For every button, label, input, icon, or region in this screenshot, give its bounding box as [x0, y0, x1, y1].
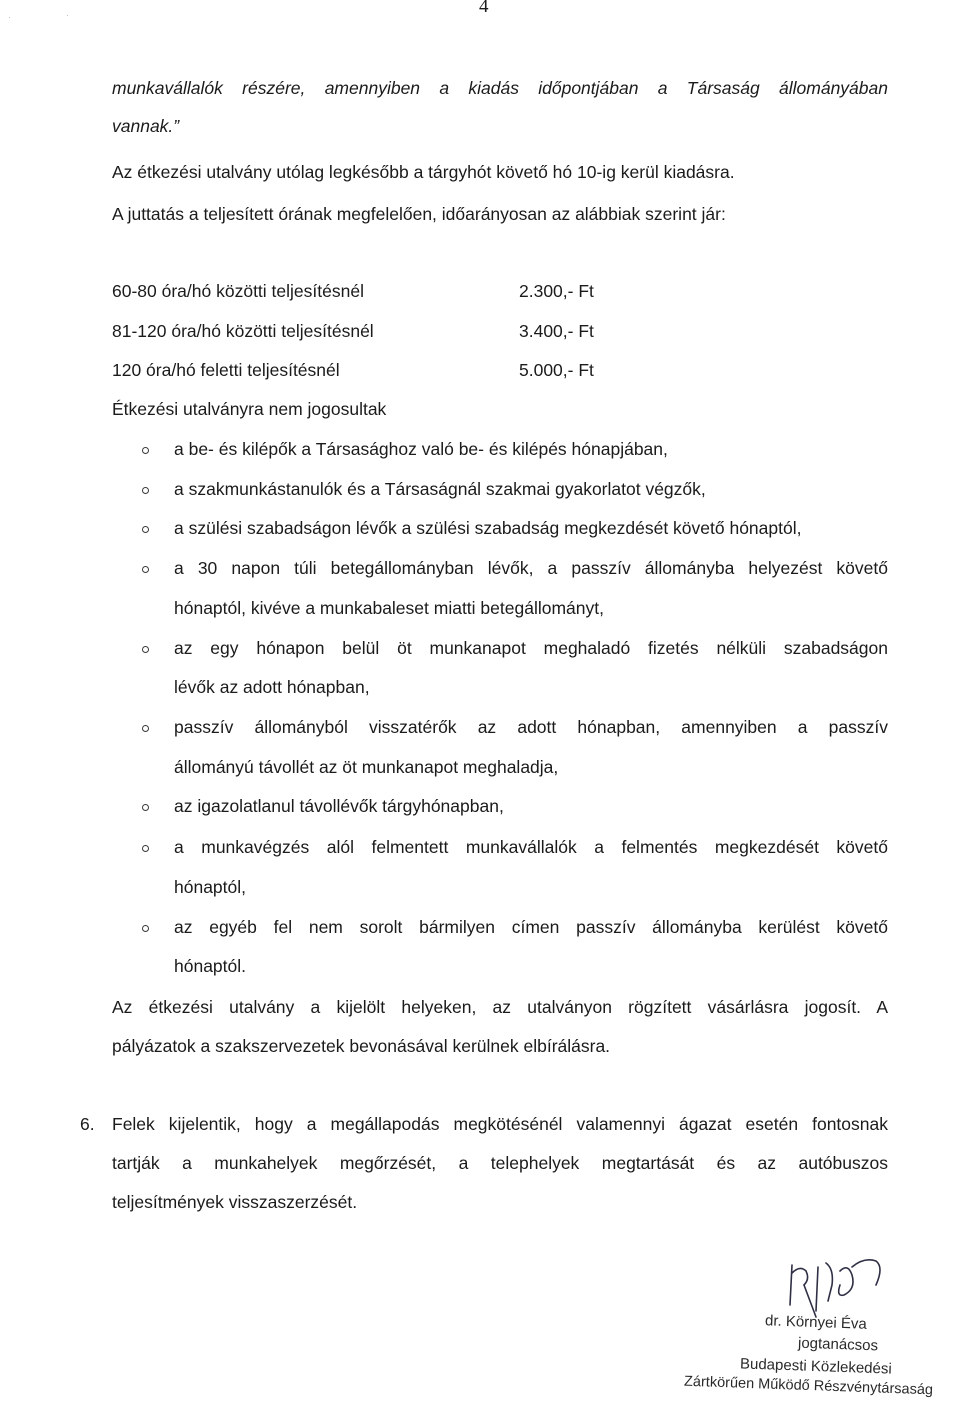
list-item-text: a be- és kilépők a Társasághoz való be- és kilépés hónapjában,: [174, 439, 668, 459]
section-6-line: Felek kijelentik, hogy a megállapodás megkötésénél valamennyi ágazat esetén fontosnak: [112, 1114, 888, 1134]
list-item-text: a szakmunkástanulók és a Társaságnál szakmai gyakorlatot végzők,: [174, 479, 706, 499]
list-item-text: lévők az adott hónapban,: [174, 677, 370, 697]
list-item-text: hónaptól.: [174, 956, 247, 976]
rate-label: 60-80 óra/hó közötti teljesítésnél: [112, 281, 364, 301]
list-item-text: az egyéb fel nem sorolt bármilyen címen passzív állományba kerülést követő: [174, 917, 888, 937]
section-number: 6.: [80, 1114, 95, 1134]
list-item-text: az egy hónapon belül öt munkanapot meghaladó fizetés nélküli szabadságon: [174, 638, 888, 658]
scan-speck: ·: [66, 10, 69, 20]
bullet-icon: [142, 526, 149, 533]
list-item-text: passzív állományból visszatérők az adott hónapban, amennyiben a passzív: [174, 717, 888, 737]
list-item-text: a 30 napon túli betegállományban lévők, a passzív állományba helyezést követő: [174, 558, 888, 578]
list-item-text: hónaptól, kivéve a munkabaleset miatti betegállományt,: [174, 598, 604, 618]
rate-label: 81-120 óra/hó közötti teljesítésnél: [112, 321, 374, 341]
list-item-text: állományú távollét az öt munkanapot meghaladja,: [174, 757, 559, 777]
rate-label: 120 óra/hó feletti teljesítésnél: [112, 360, 340, 380]
bullet-icon: [142, 447, 149, 454]
rate-amount: 2.300,- Ft: [519, 281, 594, 301]
scan-speck: ·: [8, 12, 11, 22]
section-6-line: teljesítmények visszaszerzését.: [112, 1192, 358, 1212]
section-6-line: tartják a munkahelyek megőrzését, a telephelyek megtartását és az autóbuszos: [112, 1153, 888, 1173]
list-item-text: az igazolatlanul távollévők tárgyhónapban,: [174, 796, 504, 816]
intro-line: vannak.”: [112, 116, 180, 136]
stamp-title: jogtanácsos: [797, 1334, 879, 1355]
bullet-icon: [142, 487, 149, 494]
stamp-org-line: Zártkörűen Működő Részvénytársaság: [683, 1373, 934, 1399]
bullet-icon: [142, 725, 149, 732]
signature-block: [680, 1255, 960, 1406]
section-heading: Étkezési utalványra nem jogosultak: [112, 399, 387, 419]
bullet-icon: [142, 566, 149, 573]
bullet-icon: [142, 925, 149, 932]
closing-paragraph-line: Az étkezési utalvány a kijelölt helyeken, az utalványon rögzített vásárlásra jogosít. A: [112, 997, 888, 1017]
rate-amount: 3.400,- Ft: [519, 321, 594, 341]
paragraph: A juttatás a teljesített órának megfelelően, időarányosan az alábbiak szerint jár:: [112, 204, 726, 224]
list-item-text: hónaptól,: [174, 877, 247, 897]
stamp-name: dr. Környei Éva: [764, 1312, 867, 1333]
bullet-icon: [142, 646, 149, 653]
rate-amount: 5.000,- Ft: [519, 360, 594, 380]
bullet-icon: [142, 845, 149, 852]
closing-paragraph-line: pályázatok a szakszervezetek bevonásával kerülnek elbírálásra.: [112, 1036, 611, 1056]
paragraph: Az étkezési utalvány utólag legkésőbb a tárgyhót követő hó 10-ig kerül kiadásra.: [112, 162, 735, 182]
page-number: 4: [479, 0, 489, 17]
list-item-text: a szülési szabadságon lévők a szülési szabadság megkezdését követő hónaptól,: [174, 518, 802, 538]
list-item-text: a munkavégzés alól felmentett munkavállalók a felmentés megkezdését követő: [174, 837, 888, 857]
intro-line: munkavállalók részére, amennyiben a kiadás időpontjában a Társaság állományában: [112, 78, 888, 98]
bullet-icon: [142, 804, 149, 811]
stamp-org-line: Budapesti Közlekedési: [739, 1355, 893, 1378]
